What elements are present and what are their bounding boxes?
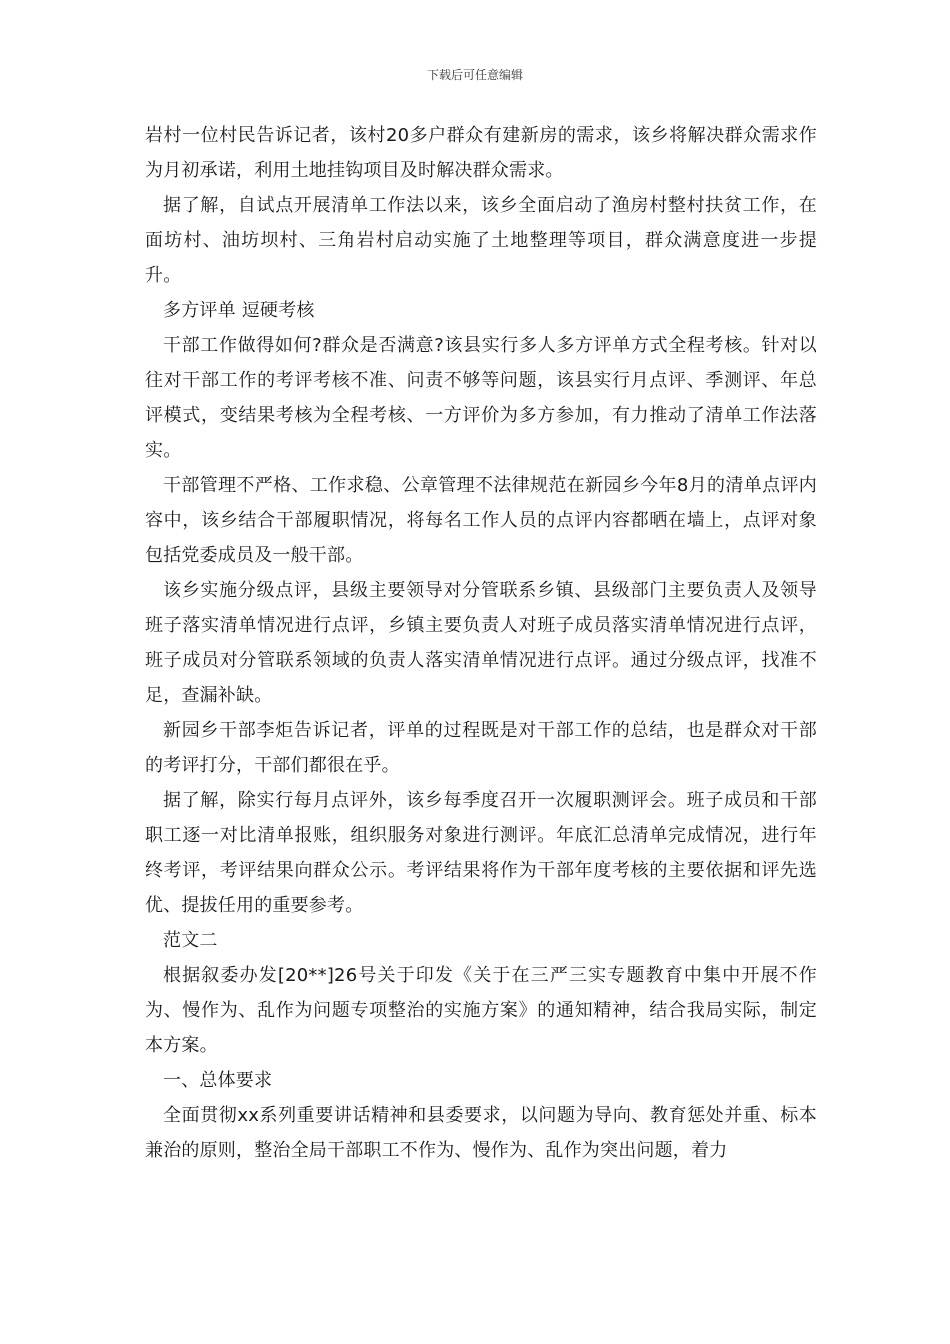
page-header: 下载后可任意编辑 (426, 68, 523, 82)
paragraph: 该乡实施分级点评，县级主要领导对分管联系乡镇、县级部门主要负责人及领导班子落实清单情况进行点评，乡镇主要负责人对班子成员落实清单情况进行点评，班子成员对分管联系领域的负责人落实清单情况进行点评。通过分级点评，找准不足，查漏补缺。 (145, 580, 817, 706)
section-heading: 范文二 (163, 930, 218, 951)
paragraph: 据了解，自试点开展清单工作法以来，该乡全面启动了渔房村整村扶贫工作，在面坊村、油坊坝村、三角岩村启动实施了土地整理等项目，群众满意度进一步提升。 (145, 195, 817, 286)
paragraph: 岩村一位村民告诉记者，该村20多户群众有建新房的需求，该乡将解决群众需求作为月初承诺，利用土地挂钩项目及时解决群众需求。 (145, 125, 817, 181)
paragraph: 全面贯彻xx系列重要讲话精神和县委要求，以问题为导向、教育惩处并重、标本兼治的原则，整治全局干部职工不作为、慢作为、乱作为突出问题，着力 (145, 1105, 817, 1161)
paragraph: 据了解，除实行每月点评外，该乡每季度召开一次履职测评会。班子成员和干部职工逐一对比清单报账，组织服务对象进行测评。年底汇总清单完成情况，进行年终考评，考评结果向群众公示。考评结果将作为干部年度考核的主要依据和评先选优、提拔任用的重要参考。 (145, 790, 817, 916)
paragraph: 新园乡干部李炬告诉记者，评单的过程既是对干部工作的总结，也是群众对干部的考评打分，干部们都很在乎。 (145, 720, 817, 776)
section-heading: 多方评单 逗硬考核 (163, 300, 315, 321)
paragraph: 干部工作做得如何?群众是否满意?该县实行多人多方评单方式全程考核。针对以往对干部工作的考评考核不准、问责不够等问题，该县实行月点评、季测评、年总评模式，变结果考核为全程考核、一方评价为多方参加，有力推动了清单工作法落实。 (145, 335, 817, 461)
document-body (145, 118, 817, 1168)
paragraph: 根据叙委办发[20**]26号关于印发《关于在三严三实专题教育中集中开展不作为、慢作为、乱作为问题专项整治的实施方案》的通知精神，结合我局实际，制定本方案。 (145, 965, 817, 1056)
section-heading: 一、总体要求 (163, 1070, 273, 1091)
paragraph: 干部管理不严格、工作求稳、公章管理不法律规范在新园乡今年8月的清单点评内容中，该乡结合干部履职情况，将每名工作人员的点评内容都晒在墙上，点评对象包括党委成员及一般干部。 (145, 475, 817, 566)
